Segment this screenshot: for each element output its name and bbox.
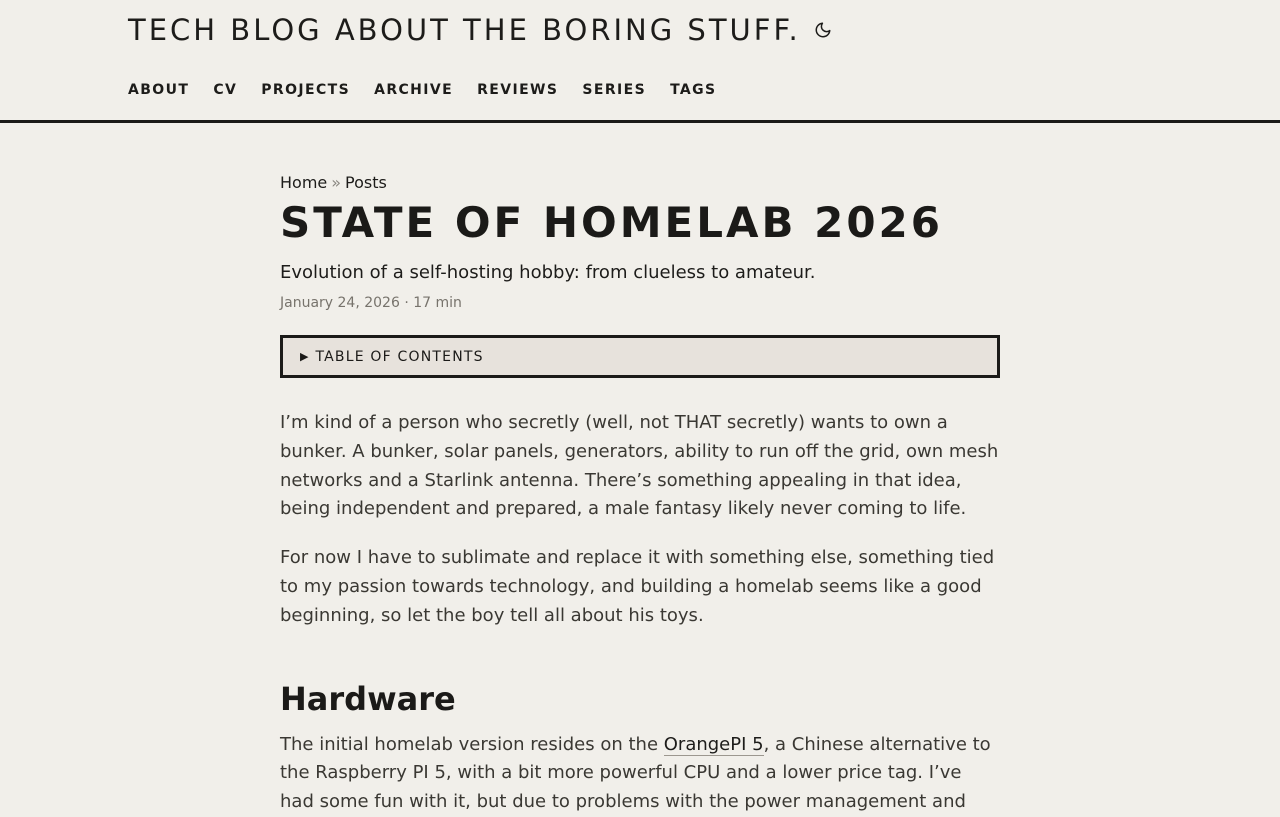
paragraph-hardware-text-before: The initial homelab version resides on the [280, 733, 664, 755]
brand-row [128, 10, 833, 50]
nav-item-tags[interactable]: TAGS [670, 82, 717, 98]
toc-label: TABLE OF CONTENTS [315, 348, 484, 365]
breadcrumb [280, 173, 1000, 193]
paragraph-hardware [280, 731, 1000, 817]
nav-item-archive[interactable]: ARCHIVE [374, 82, 454, 98]
paragraph-hardware-text-after: , a Chinese alternative to the Raspberry PI 5, with a bit more powerful CPU and a lower price tag. I’ve had some fun with it, but due to problems with the power management and [280, 733, 991, 813]
post-content [280, 409, 1000, 817]
post-meta: January 24, 2026 · 17 min [280, 295, 462, 311]
section-heading-hardware: Hardware [280, 679, 456, 718]
post-main [280, 123, 1000, 817]
breadcrumb-separator: » [331, 173, 342, 192]
post-description: Evolution of a self-hosting hobby: from clueless to amateur. [280, 262, 816, 283]
nav-item-reviews[interactable]: REVIEWS [477, 82, 559, 98]
site-title-link[interactable]: TECH BLOG ABOUT THE BORING STUFF. [128, 13, 801, 47]
nav-item-about[interactable]: ABOUT [128, 82, 190, 98]
breadcrumb-home-link[interactable]: Home [280, 173, 328, 192]
site-header [0, 0, 1280, 123]
nav-item-series[interactable]: SERIES [582, 82, 647, 98]
breadcrumb-posts-link[interactable]: Posts [345, 173, 387, 192]
main-nav [128, 80, 741, 100]
theme-toggle-button[interactable] [813, 20, 833, 40]
post-title: STATE OF HOMELAB 2026 [280, 198, 943, 247]
triangle-right-icon: ▶ [300, 350, 309, 363]
paragraph-intro: I’m kind of a person who secretly (well, not THAT secretly) wants to own a bunker. A bunker, solar panels, generators, ability to run off the grid, own mesh networks and a Starlink antenna. There’s something appealing in that idea, being independent and prepared, a male fantasy likely never coming to life. [280, 412, 999, 520]
nav-item-cv[interactable]: CV [213, 82, 238, 98]
table-of-contents-toggle[interactable] [280, 335, 1000, 378]
nav-item-projects[interactable]: PROJECTS [261, 82, 351, 98]
paragraph-second: For now I have to sublimate and replace it with something else, something tied to my passion towards technology, and building a homelab seems like a good beginning, so let the boy tell all about his toys. [280, 547, 995, 626]
moon-icon [814, 21, 832, 39]
orangepi-link[interactable]: OrangePI 5 [663, 733, 764, 755]
